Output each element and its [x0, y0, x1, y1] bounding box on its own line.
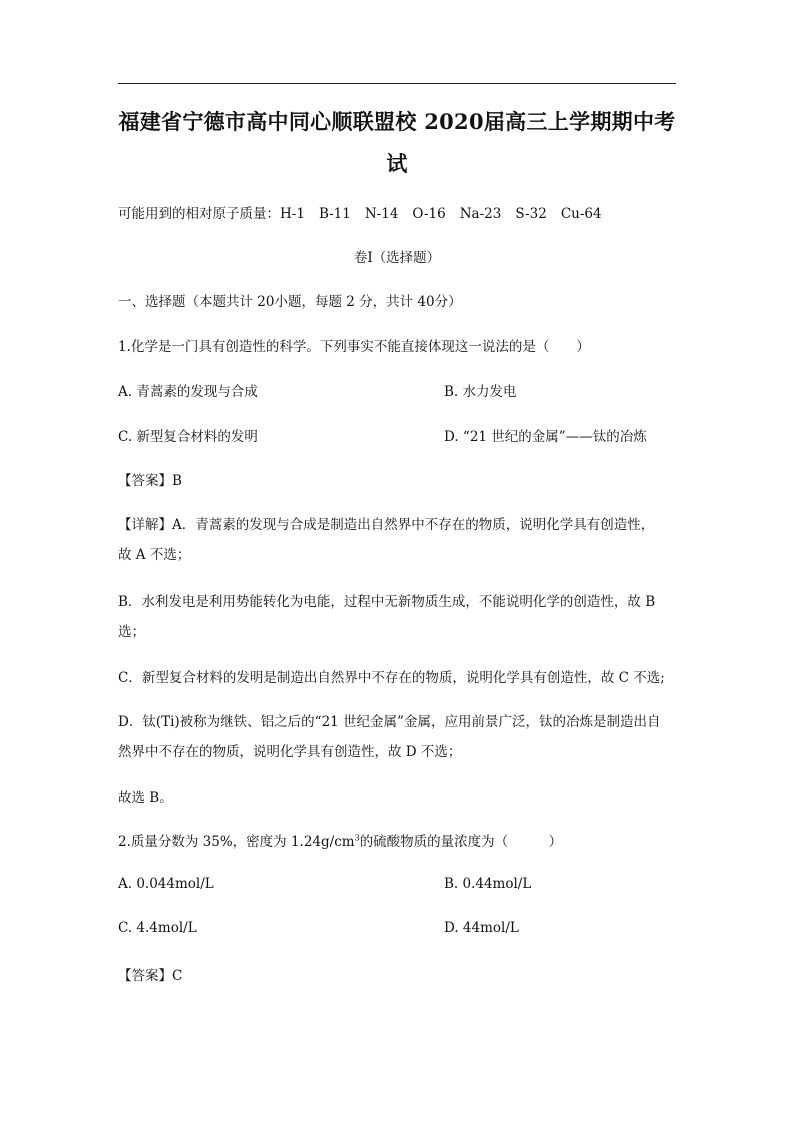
q1-explanation-line: 选；: [118, 624, 145, 640]
q1-explanation-line: 然界中不存在的物质，说明化学具有创造性，故 D 不选；: [118, 744, 462, 760]
q1-explanation-line: C．新型复合材料的发明是制造出自然界中不存在的物质，说明化学具有创造性，故 C 不选;: [118, 670, 665, 686]
q1-explanation-line: 故选 B。: [118, 790, 173, 806]
q1-option-c: C. 新型复合材料的发明: [118, 429, 258, 445]
atomic-mass-item: H-1: [280, 206, 305, 222]
atomic-mass-item: B-11: [318, 206, 351, 222]
q1-option-b: B. 水力发电: [444, 384, 517, 400]
document-title-line2: 试: [386, 151, 408, 176]
atomic-mass-item: Na-23: [459, 206, 502, 222]
q1-answer: 【答案】B: [118, 473, 182, 489]
q2-stem-superscript: 3: [354, 833, 360, 843]
q2-stem-text: 2.质量分数为 35%，密度为 1.24g/cm: [118, 834, 355, 850]
atomic-mass-item: N-14: [364, 206, 399, 222]
q1-option-d: D. “21 世纪的金属”——钛的冶炼: [444, 429, 647, 445]
q1-explanation-line: 【详解】A．青蒿素的发现与合成是制造出自然界中不存在的物质，说明化学具有创造性，: [118, 517, 655, 533]
question-2-stem: [118, 830, 562, 850]
q2-stem-text-end: 的硫酸物质的量浓度为（ ）: [359, 834, 563, 850]
q1-explanation-line: 故 A 不选；: [118, 547, 191, 563]
section-heading: 一、选择题（本题共计 20小题，每题 2 分，共计 40分）: [118, 294, 462, 310]
q1-explanation-line: B．水利发电是利用势能转化为电能，过程中无新物质生成，不能说明化学的创造性，故 B: [118, 594, 656, 610]
volume-heading: 卷Ⅰ（选择题）: [353, 250, 441, 266]
document-title-line1: 福建省宁德市高中同心顺联盟校 2020届高三上学期期中考: [118, 109, 676, 134]
q2-answer: 【答案】C: [118, 968, 183, 984]
atomic-mass-item: O-16: [412, 206, 446, 222]
header-rule: [118, 83, 676, 84]
q2-option-c: C. 4.4mol/L: [118, 920, 197, 936]
question-1-stem: 1.化学是一门具有创造性的科学。下列事实不能直接体现这一说法的是（ ）: [118, 339, 590, 355]
q2-option-d: D. 44mol/L: [444, 920, 519, 936]
q1-option-a: A. 青蒿素的发现与合成: [118, 384, 258, 400]
atomic-mass-item: Cu-64: [560, 206, 602, 222]
q2-option-b: B. 0.44mol/L: [444, 876, 532, 892]
atomic-mass-line: [118, 202, 602, 222]
atomic-mass-item: S-32: [515, 206, 547, 222]
atomic-mass-label: 可能用到的相对原子质量：: [118, 206, 280, 222]
q2-option-a: A. 0.044mol/L: [118, 876, 214, 892]
q1-explanation-line: D．钛(Ti)被称为继铁、铝之后的“21 世纪金属”金属，应用前景广泛，钛的冶炼是制造出自: [118, 714, 661, 730]
